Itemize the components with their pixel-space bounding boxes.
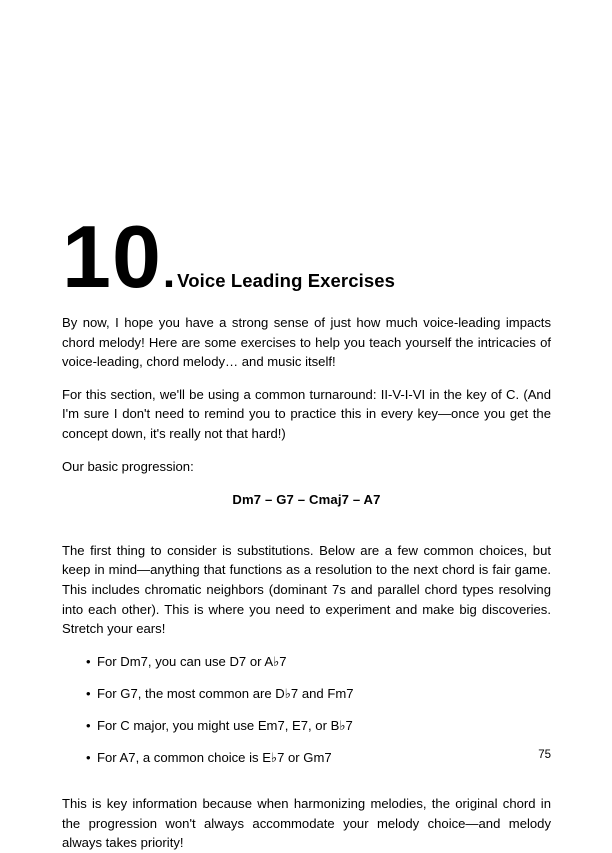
chapter-title: Voice Leading Exercises xyxy=(177,270,396,291)
list-item xyxy=(62,748,551,768)
body-text-block xyxy=(62,313,551,853)
bullet-icon: • xyxy=(86,717,91,733)
list-item-label: For C major, you might use Em7, E7, or B♭7 xyxy=(97,717,353,733)
chapter-heading xyxy=(62,207,551,306)
paragraph-closing: This is key information because when harmonizing melodies, the original chord in the progression won't always accommodate your melody choice—and melody always takes priority! xyxy=(62,796,551,851)
substitution-list xyxy=(62,652,551,768)
bullet-icon: • xyxy=(86,653,91,669)
paragraph-intro: By now, I hope you have a strong sense of just how much voice-leading impacts chord melody! Here are some exercises to help you teach yourself the intricacies of voice-leading, chord melody… and music itself! xyxy=(62,315,551,370)
bullet-icon: • xyxy=(86,685,91,701)
list-item-label: For Dm7, you can use D7 or A♭7 xyxy=(97,653,287,669)
chapter-number: 10 xyxy=(62,207,162,306)
list-item xyxy=(62,652,551,672)
page-number: 75 xyxy=(538,749,551,761)
paragraph-basic-progression-label: Our basic progression: xyxy=(62,458,194,474)
bullet-icon: • xyxy=(86,750,91,765)
list-item-label: For A7, a common choice is E♭7 or Gm7 xyxy=(97,750,332,765)
list-item xyxy=(62,684,551,704)
list-item xyxy=(62,716,551,736)
list-bottom-spacer xyxy=(62,780,551,794)
chapter-number-period: . xyxy=(162,248,176,297)
chord-progression: Dm7 – G7 – Cmaj7 – A7 xyxy=(232,492,381,508)
paragraph-substitutions-intro: The first thing to consider is substitutions. Below are a few common choices, but keep in mind—anything that functions as a resolution to the next chord is fair game. This includes chromatic neighbors (dominant 7s and parallel chord types resolving into each other). This is where you need to experiment and make big discoveries. Stretch your ears! xyxy=(62,542,551,637)
paragraph-section-setup: For this section, we'll be using a common turnaround: II-V-I-VI in the key of C. (And I'm sure I don't need to remind you to practice this in every key—once you get the concept down, it's really not that hard!) xyxy=(62,386,551,441)
list-item-label: For G7, the most common are D♭7 and Fm7 xyxy=(97,685,354,701)
